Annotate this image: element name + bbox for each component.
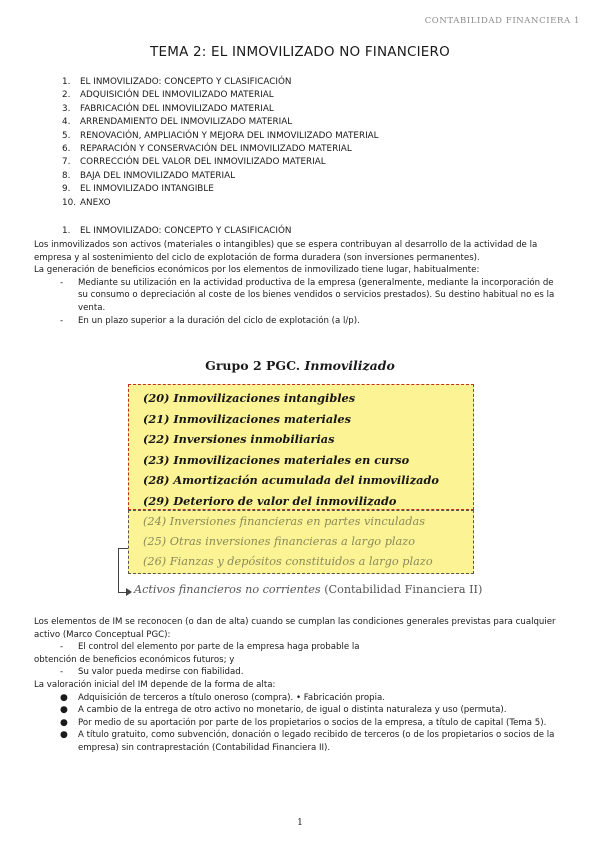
bracket-connector — [118, 548, 129, 593]
toc-item — [62, 103, 379, 116]
dash-list-item — [34, 641, 562, 654]
caption-normal: (Contabilidad Financiera II) — [324, 583, 483, 596]
dash-marker: - — [60, 642, 64, 653]
dash-marker: - — [60, 667, 64, 678]
account-group-line: (28) Amortización acumulada del inmovilizado — [143, 473, 439, 488]
financial-assets-box — [128, 510, 474, 574]
toc-number: 9. — [62, 184, 71, 195]
dash-marker: - — [60, 315, 64, 326]
recognition-intro: Los elementos de IM se reconocen (o dan de alta) cuando se cumplan las condiciones generales previstas para cualquier activo (Marco Conceptual PGC): — [34, 617, 556, 640]
account-group-line: (25) Otras inversiones financieras a largo plazo — [143, 535, 416, 548]
figure-title — [100, 358, 500, 373]
account-group-line: (26) Fianzas y depósitos constituidos a largo plazo — [143, 555, 433, 568]
bullet-text: A cambio de la entrega de otro activo no monetario, de igual o distinta naturaleza y uso (permuta). — [78, 705, 507, 716]
bullet-icon: ● — [60, 705, 68, 716]
figure-title-bold: Grupo 2 PGC. — [205, 358, 301, 373]
bullet-list-item — [34, 692, 562, 705]
toc-item — [62, 197, 379, 210]
dash-text: El control del elemento por parte de la empresa haga probable la — [78, 642, 360, 653]
intro-paragraph: Los inmovilizados son activos (materiales o intangibles) que se espera contribuyan al desarrollo de la actividad de la empresa y al sostenimiento del ciclo de explotación de forma duradera (son inversiones permanentes). — [34, 240, 538, 263]
section-number: 1. — [62, 226, 71, 236]
page-number: 1 — [297, 818, 303, 828]
toc-number: 4. — [62, 117, 71, 128]
running-header: CONTABILIDAD FINANCIERA 1 — [424, 16, 580, 26]
recognition-section — [34, 616, 562, 755]
toc-item — [62, 130, 379, 143]
bullet-text: Por medio de su aportación por parte de los propietarios o socios de la empresa, a título de capital (Tema 5). — [78, 717, 547, 728]
bullet-list-item — [34, 729, 562, 754]
valuation-intro: La valoración inicial del IM depende de la forma de alta: — [34, 679, 276, 690]
figure-title-italic: Inmovilizado — [304, 358, 395, 373]
toc-label: CORRECCIÓN DEL VALOR DEL INMOVILIZADO MATERIAL — [80, 157, 326, 168]
toc-number: 3. — [62, 103, 71, 114]
bullet-icon: ● — [60, 717, 68, 728]
account-group-line: (22) Inversiones inmobiliarias — [143, 432, 335, 447]
toc-label: EL INMOVILIZADO INTANGIBLE — [80, 184, 214, 195]
toc-number: 8. — [62, 170, 71, 181]
toc-label: REPARACIÓN Y CONSERVACIÓN DEL INMOVILIZADO MATERIAL — [80, 144, 352, 155]
bullet-list-item — [34, 717, 562, 730]
dash-text: Su valor pueda medirse con fiabilidad. — [78, 667, 244, 678]
dash-list-item — [34, 277, 562, 315]
toc-label: ARRENDAMIENTO DEL INMOVILIZADO MATERIAL — [80, 117, 293, 128]
toc-label: ANEXO — [80, 197, 111, 208]
section-title: EL INMOVILIZADO: CONCEPTO Y CLASIFICACIÓN — [80, 226, 292, 236]
pgc-group-2-figure — [100, 352, 500, 612]
toc-number: 7. — [62, 157, 71, 168]
recognition-continuation: obtención de beneficios económicos futuros; y — [34, 654, 235, 665]
bullet-icon: ● — [60, 692, 68, 703]
page-title: TEMA 2: EL INMOVILIZADO NO FINANCIERO — [150, 44, 450, 60]
section-heading — [62, 226, 292, 236]
dash-list-item — [34, 315, 562, 328]
account-group-line: (20) Inmovilizaciones intangibles — [143, 391, 356, 405]
toc-item — [62, 156, 379, 169]
account-group-line: (23) Inmovilizaciones materiales en curso — [143, 452, 410, 467]
toc-label: FABRICACIÓN DEL INMOVILIZADO MATERIAL — [80, 103, 274, 114]
toc-item — [62, 76, 379, 89]
bullet-text: A título gratuito, como subvención, donación o legado recibido de terceros (o de los propietarios o socios de la empresa) sin contraprestación (Contabilidad Financiera II). — [78, 730, 555, 753]
fixed-assets-box — [128, 384, 474, 510]
bullet-text: Adquisición de terceros a título oneroso (compra). • Fabricación propia. — [78, 692, 386, 703]
toc-number: 1. — [62, 77, 71, 87]
section-body — [34, 239, 562, 327]
caption-italic: Activos financieros no corrientes — [134, 583, 321, 596]
toc-item — [62, 143, 379, 156]
bullet-icon: ● — [60, 730, 68, 741]
toc-number: 5. — [62, 130, 71, 141]
toc-item — [62, 170, 379, 183]
benefits-paragraph: La generación de beneficios económicos por los elementos de inmovilizado tiene lugar, habitualmente: — [34, 265, 480, 276]
account-group-line: (21) Inmovilizaciones materiales — [143, 411, 351, 426]
toc-label: EL INMOVILIZADO: CONCEPTO Y CLASIFICACIÓN — [80, 77, 292, 87]
toc-number: 6. — [62, 144, 71, 155]
toc-item — [62, 183, 379, 196]
toc-number: 10. — [62, 197, 76, 208]
toc-label: RENOVACIÓN, AMPLIACIÓN Y MEJORA DEL INMOVILIZADO MATERIAL — [80, 130, 379, 141]
toc-item — [62, 89, 379, 102]
bullet-list-item — [34, 704, 562, 717]
dash-marker: - — [60, 277, 64, 288]
dash-text: En un plazo superior a la duración del ciclo de explotación (a l/p). — [78, 315, 360, 326]
dash-list-item — [34, 666, 562, 679]
toc-label: ADQUISICIÓN DEL INMOVILIZADO MATERIAL — [80, 90, 274, 101]
account-group-line: (29) Deterioro de valor del inmovilizado — [143, 493, 397, 508]
toc-number: 2. — [62, 90, 71, 101]
dash-text: Mediante su utilización en la actividad productiva de la empresa (generalmente, mediante la incorporación de su consumo o depreciación al coste de los bienes vendidos o servicios prestados). Su destino habitual no es la venta. — [78, 277, 555, 313]
arrow-right-icon — [126, 588, 132, 596]
table-of-contents — [62, 76, 379, 210]
figure-caption — [134, 583, 482, 596]
toc-item — [62, 116, 379, 129]
account-group-line: (24) Inversiones financieras en partes vinculadas — [143, 515, 426, 528]
toc-label: BAJA DEL INMOVILIZADO MATERIAL — [80, 170, 235, 181]
